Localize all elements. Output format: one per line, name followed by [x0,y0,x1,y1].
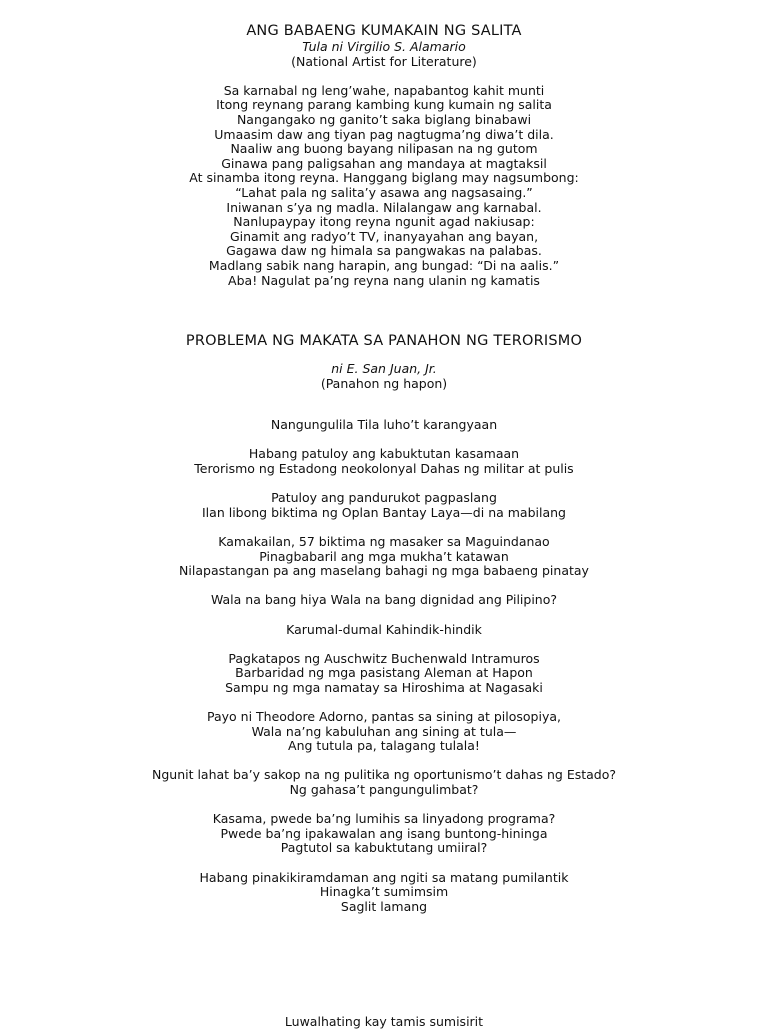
poem-line: Wala na’ng kabuluhan ang sining at tula— [251,723,517,739]
poem-line: Habang pinakikiramdaman ang ngiti sa matang pumilantik [199,869,569,885]
poem-line: Kasama, pwede ba’ng lumihis sa linyadong programa? [212,811,556,827]
poem-line: Madlang sabik nang harapin, ang bungad: “Di na aalis.” [208,257,560,273]
poem-line: Nilapastangan pa ang maselang bahagi ng mga babaeng pinatay [179,563,589,579]
poem-ang-babaeng-kumakain-ng-salita [0,22,768,288]
poem-title: ANG BABAENG KUMAKAIN NG SALITA [246,23,522,39]
poem-byline-block [0,362,768,391]
poem-line: Ginawa pang paligsahan ang mandaya at magtaksil [221,155,547,171]
poem-body [0,84,768,288]
poem-stanza [0,593,768,608]
poem-author-note: (Panahon ng hapon) [320,375,448,391]
poem-line: Ng gahasa’t pangungulimbat? [289,782,479,798]
poem-author: Tula ni Virgilio S. Alamario [302,39,466,54]
poem-line: Ilan libong biktima ng Oplan Bantay Laya—di na mabilang [202,504,566,520]
poem-line: Pagtutol sa kabuktutang umiiral? [280,840,488,856]
poem-line: Ginamit ang radyo’t TV, inanyayahan ang bayan, [229,228,539,244]
poem-stanza [0,871,768,915]
poem-line: Pagkatapos ng Auschwitz Buchenwald Intramuros [228,650,540,666]
poem-line: Luwalhating kay tamis sumisirit [284,1014,484,1029]
poem-line: Habang patuloy ang kabuktutan kasamaan [248,446,520,462]
poem-line: Payo ni Theodore Adorno, pantas sa sining at pilosopiya, [207,709,561,725]
poem-author: ni E. San Juan, Jr. [331,361,437,376]
poem-line: Patuloy ang pandurukot pagpaslang [271,490,497,506]
poem-line: Kamakailan, 57 biktima ng masaker sa Maguindanao [218,533,550,549]
poem-line: Itong reynang parang kambing kung kumain ng salita [216,97,552,113]
poem-line: Umaasim daw ang tiyan pag nagtugma’ng diwa’t dila. [214,126,554,142]
poem-line: Pwede ba’ng ipakawalan ang isang buntong-hininga [220,825,548,841]
poem-author-note: (National Artist for Literature) [291,53,477,69]
poem-line: Nanlupaypay itong reyna ngunit agad nakiusap: [233,214,535,230]
poem-line: Karumal-dumal Kahindik-hindik [286,621,482,637]
poem-stanza [0,768,768,797]
poem-stanza [0,491,768,520]
poem-line: Ngunit lahat ba’y sakop na ng pulitika ng oportunismo’t dahas ng Estado? [151,767,617,783]
poem-line: Hinagka’t sumimsim [319,884,449,900]
poem-stanza [0,812,768,856]
poem-line: Naaliw ang buong bayang nilipasan na ng gutom [230,141,538,157]
poem-stanza [0,535,768,579]
poem-problema-ng-makata [0,332,768,914]
poem-line: Barbaridad ng mga pasistang Aleman at Hapon [235,665,533,681]
poem-stanza [0,623,768,638]
poem-title: PROBLEMA NG MAKATA SA PANAHON NG TERORISMO [185,333,583,349]
poem-line: Pinagbabaril ang mga mukha’t katawan [259,548,509,564]
next-poem-fragment [0,1015,768,1030]
poem-line: Wala na bang hiya Wala na bang dignidad ang Pilipino? [210,592,558,608]
poem-body [0,418,768,914]
poem-line: Ang tutula pa, talagang tulala! [288,738,480,754]
poem-stanza [0,447,768,476]
poem-line: Nangangako ng ganito’t saka biglang binabawi [236,111,532,127]
poem-stanza [0,418,768,433]
poem-line: Gagawa daw ng himala sa pangwakas na palabas. [226,243,542,259]
poem-line: Aba! Nagulat pa’ng reyna nang ulanin ng kamatis [228,272,540,288]
poem-line: At sinamba itong reyna. Hanggang biglang may nagsumbong: [189,170,579,186]
poem-stanza [0,710,768,754]
poem-line: “Lahat pala ng salita’y asawa ang nagsasaing.” [235,184,533,200]
poem-line: Sampu ng mga namatay sa Hiroshima at Nagasaki [225,679,543,695]
poem-line: Iniwanan s’ya ng madla. Nilalangaw ang karnabal. [226,199,542,215]
poem-byline-block [0,40,768,69]
poem-line: Sa karnabal ng leng’wahe, napabantog kahit munti [223,82,545,98]
poem-stanza [0,652,768,696]
poem-line: Terorismo ng Estadong neokolonyal Dahas ng militar at pulis [194,460,574,476]
poem-line: Nangungulila Tila luho’t karangyaan [270,417,498,433]
poem-line: Saglit lamang [340,898,428,914]
